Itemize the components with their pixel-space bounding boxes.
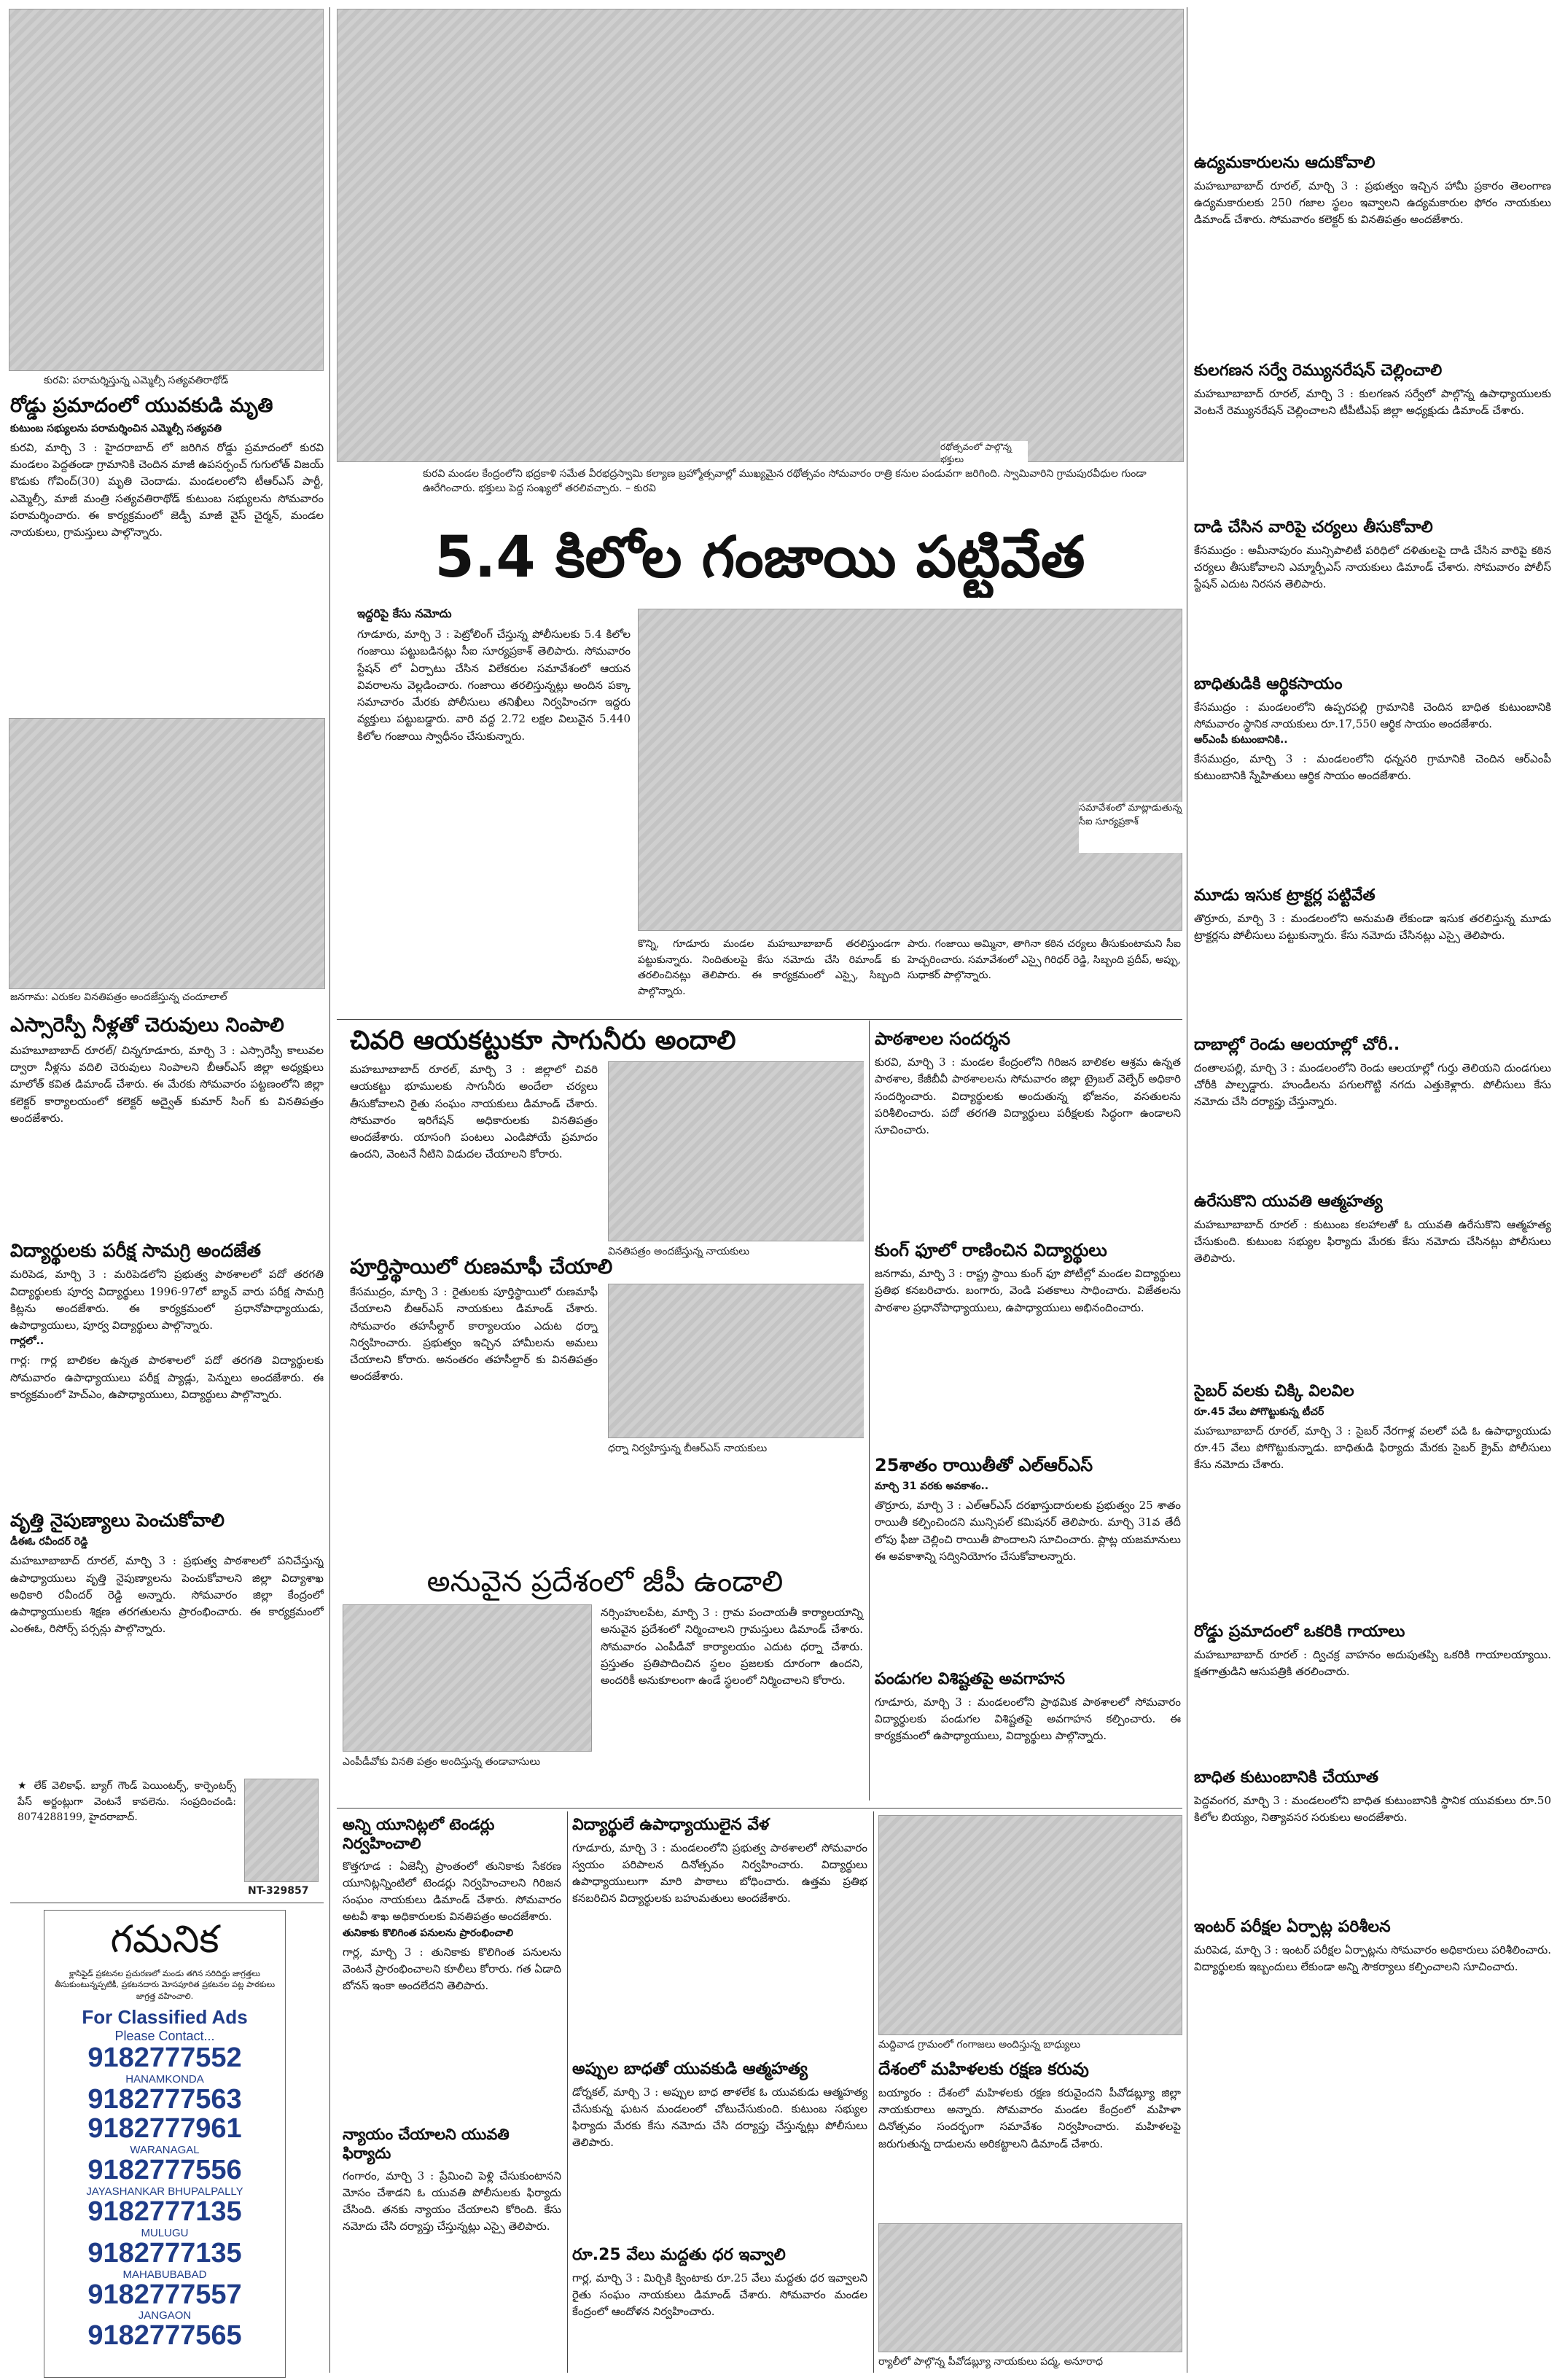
brief-activists <box>1194 153 1551 361</box>
photo-mpdo-petition <box>343 1604 592 1752</box>
classified-head: For Classified Ads <box>82 2006 248 2029</box>
district-label: MAHABUBABAD <box>122 2268 207 2281</box>
article-exam-kits <box>10 1239 324 1502</box>
article-tenders <box>343 1815 561 2121</box>
brief-family-support <box>1194 1768 1551 1913</box>
lead-article <box>357 605 631 1013</box>
district-label: MULUGU <box>141 2226 189 2239</box>
column-rule <box>567 1811 568 2373</box>
article-body: గూడూరు, మార్చి 3 : మండలంలోని ప్రభుత్వ పాఠశాలలో సోమవారం స్వయం పరిపాలన దినోత్సవం నిర్వహించారు. విద్యార్థులు ఉపాధ్యాయులుగా మారి పాఠాలు బోధించారు. ఉత్తమ ప్రతిభ కనబరిచిన విద్యార్థులకు బహుమతులు అందజేశారు. <box>572 1841 867 1905</box>
phone-number: 9182777563 <box>87 2084 242 2115</box>
article-body: మహబూబాబాద్ రూరల్ : కుటుంబ కలహాలతో ఓ యువతి ఉరేసుకొని ఆత్మహత్య చేసుకుంది. కుటుంబ సభ్యుల ఫిర్యాదు మేరకు కేసు నమోదు చేసినట్లు పోలీసులు తెలిపారు. <box>1194 1217 1551 1265</box>
article-title: పూర్తిస్థాయిలో రుణమాఫీ చేయాలి <box>350 1255 613 1279</box>
phone-number: 9182777552 <box>87 2042 242 2074</box>
lead-subhead: ఇద్దరిపై కేసు నమోదు <box>357 606 452 620</box>
article-body: డోర్నకల్, మార్చి 3 : అప్పుల బాధ తాళలేక ఓ యువకుడు ఆత్మహత్య చేసుకున్న ఘటన మండలంలో చోటుచేసుకుంది. కుటుంబ సభ్యుల ఫిర్యాదు మేరకు కేసు నమోదు చేసి దర్యాప్తు చేస్తున్నట్లు పోలీసులు తెలిపారు. <box>572 2085 867 2150</box>
article-title: కుంగ్ ఫూలో రాణించిన విద్యార్థులు <box>875 1240 1107 1260</box>
photo-caption: ఎంపీడీవోకు వినతి పత్రం అందిస్తున్న తండావాసులు <box>343 1756 541 1768</box>
ad-photo <box>244 1779 319 1882</box>
article-title: కులగణన సర్వే రెమ్యునరేషన్ చెల్లించాలి <box>1194 362 1443 380</box>
classified-note: క్లాసిఫైడ్ ప్రకటనల ప్రచురణలో మండు తగిన సరిదిద్దు జాగ్రత్తలు తీసుకుంటున్నప్పటికీ, ప్రకటనదారు మోసపూరిత ప్రకటనల పట్ల పాఠకులు జాగ్రత్త వహించాలి. <box>54 1969 276 2001</box>
article-subtitle: కుటుంబ సభ్యులను పరామర్శించిన ఎమ్మెల్సీ సత్యవతి <box>10 422 222 434</box>
article-body: కురవి, మార్చి 3 : హైదరాబాద్ లో జరిగిన రోడ్డు ప్రమాదంలో కురవి మండలం పెద్దతండా గ్రామానికి చెందిన మాజీ ఉపసర్పంచ్ గుగులోత్ విజయ్ కొడుకు గోవింద్(30) మృతి చెందాడు. మండలంలోని టీఆర్ఎస్ పార్టీ, ఎమ్మెల్సీ, మాజీ మంత్రి సత్యవతిరాథోడ్ కుటుంబ సభ్యులను సోమవారం పరామర్శించారు. ఈ కార్యక్రమంలో జెడ్పీ మాజీ వైస్ చైర్మన్, మండల నాయకులు, గ్రామస్తులు పాల్గొన్నారు. <box>10 440 324 539</box>
phone-number: 9182777135 <box>87 2237 242 2268</box>
classified-sub: Please Contact... <box>114 2029 215 2044</box>
article-body-2: గార్ల: గార్ల బాలికల ఉన్నత పాఠశాలలో పదో తరగతి విద్యార్థులకు సోమవారం ఉపాధ్యాయులు పరీక్ష ప్యాడ్లు, పెన్నులు అందజేశారు. ఈ కార్యక్రమంలో హెచ్ఎం, ఉపాధ్యాయులు, విద్యార్థులు పాల్గొన్నారు. <box>10 1354 324 1401</box>
article-title: దేశంలో మహిళలకు రక్షణ కరువు <box>878 2060 1089 2079</box>
article-body: నర్సింహులపేట, మార్చి 3 : గ్రామ పంచాయతీ కార్యాలయాన్ని అనువైన ప్రదేశంలో నిర్మించాలని గ్రామస్తులు డిమాండ్ చేశారు. సోమవారం ఎంపీడీవో కార్యాలయం ఎదుట ధర్నా చేశారు. ప్రస్తుతం ప్రతిపాదించిన స్థలం ప్రజలకు దూరంగా ఉందని, అందరికీ అనుకూలంగా ఉండే స్థలంలో నిర్మించాలని కోరారు. <box>601 1606 863 1687</box>
column-rule <box>329 7 330 2373</box>
article-body: మరిపెడ, మార్చి 3 : ఇంటర్ పరీక్షల ఏర్పాట్లను సోమవారం అధికారులు పరిశీలించారు. విద్యార్థులకు ఇబ్బందులు లేకుండా అన్ని సౌకర్యాలు కల్పించాలని సూచించారు. <box>1194 1943 1551 1973</box>
ad-code: NT-329857 <box>248 1885 309 1897</box>
classified-box <box>44 1910 286 2378</box>
article-msp-chilli <box>572 2245 867 2373</box>
article-body: తొర్రూరు, మార్చి 3 : మండలంలోని అనుమతి లేకుండా ఇసుక తరలిస్తున్న మూడు ట్రాక్టర్లను పోలీసులు పట్టుకున్నారు. కేసు నమోదు చేసినట్లు ఎస్సై తెలిపారు. <box>1194 911 1551 942</box>
brief-temple-theft <box>1194 1035 1551 1192</box>
article-body: కురవి, మార్చి 3 : మండల కేంద్రంలోని గిరిజన బాలికల ఆశ్రమ ఉన్నత పాఠశాల, కేజీబీవీ పాఠశాలలను సోమవారం జిల్లా ట్రైబల్ వెల్ఫేర్ అధికారి సందర్శించారు. విద్యార్థులకు అందుతున్న భోజనం, వసతులను పరిశీలించారు. పదో తరగతి విద్యార్థులు పరీక్షలకు సిద్ధంగా ఉండాలని సూచించారు. <box>875 1056 1181 1136</box>
classified-title: గమనిక <box>110 1918 219 1962</box>
article-title: రోడ్డు ప్రమాదంలో ఒకరికి గాయాలు <box>1194 1623 1405 1641</box>
photo-pow-rally <box>878 2223 1182 2352</box>
article-body: జనగామ, మార్చి 3 : రాష్ట్ర స్థాయి కుంగ్ ఫూ పోటీల్లో మండల విద్యార్థులు ప్రతిభ కనబరిచారు. బంగారు, వెండి పతకాలు సాధించారు. విజేతలను పాఠశాల ప్రధానోపాధ్యాయులు, ఉపాధ్యాయులు అభినందించారు. <box>875 1267 1181 1314</box>
article-body: దంతాలపల్లి, మార్చి 3 : మండలంలోని రెండు ఆలయాల్లో గుర్తు తెలియని దుండగులు చోరీకి పాల్పడ్డారు. హుండీలను పగులగొట్టి నగదు ఎత్తుకెళ్లారు. పోలీసులు కేసు నమోదు చేసి దర్యాప్తు చేస్తున్నారు. <box>1194 1061 1551 1108</box>
article-title: చివరి ఆయకట్టుకూ సాగునీరు అందాలి <box>350 1026 736 1056</box>
brief-attack-action <box>1194 518 1551 674</box>
brief-sand-tractors <box>1194 886 1551 1035</box>
article-title: అనువైన ప్రదేశంలో జీపీ ఉండాలి <box>426 1565 784 1599</box>
article-body: గూడూరు, మార్చి 3 : మండలంలోని ప్రాథమిక పాఠశాలలో సోమవారం విద్యార్థులకు పండుగల విశిష్టతపై అవగాహన కల్పించారు. ఈ కార్యక్రమంలో ఉపాధ్యాయులు, విద్యార్థులు పాల్గొన్నారు. <box>875 1695 1181 1742</box>
lead-article-cont <box>638 937 900 1017</box>
article-festivals <box>875 1669 1181 1815</box>
article-road-accident <box>10 394 324 714</box>
article-kungfu <box>875 1239 1181 1451</box>
photo-caption: జనగామ: ఎరుకల వినతిపత్రం అందజేస్తున్న చందూలాల్ <box>10 991 227 1003</box>
article-body: గార్ల, మార్చి 3 : మిర్చికి క్వింటాకు రూ.25 వేలు మద్దతు ధర ఇవ్వాలని రైతు సంఘం నాయకులు డిమాండ్ చేశారు. సోమవారం మండల కేంద్రంలో ఆందోళన నిర్వహించారు. <box>572 2271 867 2318</box>
article-loan-waiver <box>350 1254 864 1560</box>
lead-headline: 5.4 కిలోల గంజాయి పట్టివేత <box>434 525 1085 590</box>
article-body: తొర్రూరు, మార్చి 3 : ఎల్ఆర్ఎస్ దరఖాస్తుదారులకు ప్రభుత్వం 25 శాతం రాయితీ కల్పించిందని మున్సిపల్ కమిషనర్ తెలిపారు. మార్చి 31వ తేదీ లోపు ఫీజు చెల్లించి రాయితీ పొందాలని సూచించారు. ప్లాట్ల యజమానులు ఈ అవకాశాన్ని సద్వినియోగం చేసుకోవాలన్నారు. <box>875 1499 1181 1563</box>
article-debt-suicide <box>572 2059 867 2242</box>
photo-chariot-festival <box>337 9 1184 462</box>
district-label: JANGAON <box>138 2309 192 2322</box>
district-label: JAYASHANKAR BHUPALPALLY <box>86 2185 243 2198</box>
article-title: రోడ్డు ప్రమాదంలో యువకుడి మృతి <box>10 394 273 417</box>
photo-caption: సమావేశంలో మాట్లాడుతున్న సీఐ సూర్యప్రకాశ్ <box>1079 802 1188 853</box>
article-title: సైబర్ వలకు చిక్కి విలవిల <box>1194 1382 1354 1400</box>
column-rule <box>869 1021 870 1800</box>
article-body: మహబూబాబాద్ రూరల్, మార్చి 3 : సైబర్ నేరగాళ్ల వలలో పడి ఓ ఉపాధ్యాయుడు రూ.45 వేలు పోగొట్టుకున్నాడు. బాధితుడి ఫిర్యాదు మేరకు సైబర్ క్రైమ్ పోలీసులు కేసు నమోదు చేశారు. <box>1194 1424 1551 1471</box>
article-body: మహబూబాబాద్ రూరల్/ చిన్నగూడూరు, మార్చి 3 : ఎస్సారెస్పీ కాలువల ద్వారా నీళ్లను వదిలి చెరువులు నింపాలని బీఆర్ఎస్ జిల్లా అధ్యక్షులు మాలోత్ కవిత డిమాండ్ చేశారు. ఈ మేరకు సోమవారం పట్టణంలోని జిల్లా కలెక్టర్ కార్యాలయంలో కలెక్టర్ అద్వైత్ కుమార్ సింగ్ కు వినతిపత్రం అందజేశారు. <box>10 1043 324 1125</box>
article-body: మహబూబాబాద్ రూరల్, మార్చి 3 : జిల్లాలో చివరి ఆయకట్టు భూములకు సాగునీరు అందేలా చర్యలు తీసుకోవాలని రైతు సంఘం నాయకులు డిమాండ్ చేశారు. సోమవారం ఇరిగేషన్ అధికారులకు వినతిపత్రం అందజేశారు. యాసంగి పంటలు ఎండిపోయే ప్రమాదం ఉందని, వెంటనే నీటిని విడుదల చేయాలని కోరారు. <box>350 1063 598 1161</box>
article-title: ఉద్యమకారులను ఆదుకోవాలి <box>1194 154 1375 172</box>
photo-caption: ధర్నా నిర్వహిస్తున్న బీఆర్ఎస్ నాయకులు <box>608 1443 768 1454</box>
photo-brs-dharna <box>608 1284 864 1438</box>
article-body: కేసముద్రం : అమీనాపురం మున్సిపాలిటీ పరిధిలో దళితులపై దాడి చేసిన వారిపై కఠిన చర్యలు తీసుకోవాలని ఎమ్మార్పీఎస్ నాయకులు డిమాండ్ చేశారు. సోమవారం పోలీస్ స్టేషన్ ఎదుట నిరసన తెలిపారు. <box>1194 543 1551 590</box>
photo-ex-mlc-visit <box>9 9 324 371</box>
phone-number: 9182777135 <box>87 2196 242 2227</box>
article-school-visit <box>875 1028 1181 1239</box>
article-title: విద్యార్థులే ఉపాధ్యాయులైన వేళ <box>572 1816 770 1834</box>
article-title: 25శాతం రాయితీతో ఎల్ఆర్ఎస్ <box>875 1455 1093 1475</box>
article-justice-complaint <box>343 2125 561 2373</box>
article-title: అన్ని యూనిట్లలో టెండర్లు నిర్వహించాలి <box>343 1816 495 1853</box>
article-title: విద్యార్థులకు పరీక్ష సామగ్రి అందజేత <box>10 1240 261 1261</box>
article-body: కొత్తగూడ : ఏజెన్సీ ప్రాంతంలో తునికాకు సేకరణ యూనిట్లన్నింటిలో టెండర్లు నిర్వహించాలని గిరిజన సంఘం నాయకులు డిమాండ్ చేశారు. సోమవారం అటవీ శాఖ అధికారులకు వినతిపత్రం అందజేశారు. <box>343 1859 561 1924</box>
article-subtitle: రూ.45 వేలు పోగొట్టుకున్న టీచర్ <box>1194 1405 1324 1418</box>
photo-caption: ర్యాలీలో పాల్గొన్న పీవోడబ్ల్యూ నాయకులు పద్మ, అనూరాధ <box>878 2356 1103 2368</box>
phone-number: 9182777961 <box>87 2112 242 2144</box>
article-body-2: గార్ల, మార్చి 3 : తునికాకు కొలిగింత పనులను వెంటనే ప్రారంభించాలని కూలీలు కోరారు. గత ఏడాది బోనస్ ఇంకా అందలేదని తెలిపారు. <box>343 1945 561 1992</box>
article-subtitle: మార్చి 31 వరకు అవకాశం.. <box>875 1480 989 1492</box>
lead-body: గూడూరు, మార్చి 3 : పెట్రోలింగ్ చేస్తున్న పోలీసులకు 5.4 కిలోల గంజాయి పట్టుబడినట్లు సీఐ సూర్యప్రకాశ్ తెలిపారు. సోమవారం స్టేషన్ లో ఏర్పాటు చేసిన విలేకరుల సమావేశంలో ఆయన వివరాలను వెల్లడించారు. గంజాయి తరలిస్తున్నట్లు అందిన పక్కా సమాచారం మేరకు పోలీసులు తనిఖీలు నిర్వహించగా ఇద్దరు వ్యక్తులు పట్టుబడ్డారు. వారి వద్ద 2.72 లక్షల విలువైన 5.440 కిలోల గంజాయి స్వాధీనం చేసుకున్నారు. <box>357 628 631 743</box>
article-lrs-rebate <box>875 1454 1181 1666</box>
district-label: WARANAGAL <box>130 2143 200 2156</box>
article-title: ఉరేసుకొని యువతి ఆత్మహత్య <box>1194 1193 1383 1211</box>
classified-ad-text <box>17 1779 236 1888</box>
divider <box>337 1019 1182 1020</box>
article-title: రూ.25 వేలు మద్దతు ధర ఇవ్వాలి <box>572 2246 786 2264</box>
article-srsp-water <box>10 1013 324 1232</box>
article-subhead: ఆర్ఎంపీ కుటుంబానికి.. <box>1194 734 1288 746</box>
brief-financial-aid <box>1194 674 1551 886</box>
photo-caption: కురవి: పరామర్శిస్తున్న ఎమ్మెల్సీ సత్యవతిరాథోడ్ <box>44 375 229 386</box>
brief-suicide <box>1194 1192 1551 1381</box>
article-title: పండుగల విశిష్టతపై అవగాహన <box>875 1670 1065 1688</box>
article-subhead: గార్లలో.. <box>10 1335 44 1348</box>
article-title: ఇంటర్ పరీక్షల ఏర్పాట్ల పరిశీలన <box>1194 1918 1391 1936</box>
phone-number: 9182777556 <box>87 2154 242 2185</box>
divider <box>337 1808 1182 1809</box>
article-body: మహబూబాబాద్ రూరల్, మార్చి 3 : కులగణన సర్వేలో పాల్గొన్న ఉపాధ్యాయులకు వెంటనే రెమ్యునరేషన్ చెల్లించాలని టీపీటీఎఫ్ జిల్లా అధ్యక్షుడు డిమాండ్ చేశారు. <box>1194 386 1551 417</box>
brief-caste-survey <box>1194 361 1551 518</box>
article-body: మహబూబాబాద్ రూరల్, మార్చి 3 : ప్రభుత్వ పాఠశాలలో పనిచేస్తున్న ఉపాధ్యాయులు వృత్తి నైపుణ్యాలను పెంచుకోవాలని జిల్లా విద్యాశాఖ అధికారి రవీందర్ రెడ్డి అన్నారు. సోమవారం జిల్లా కేంద్రంలో ఉపాధ్యాయులకు శిక్షణ తరగతులను ప్రారంభించారు. ఈ కార్యక్రమంలో ఎంఈఓ, రిసోర్స్ పర్సన్లు పాల్గొన్నారు. <box>10 1554 324 1636</box>
article-student-teachers <box>572 1815 867 2056</box>
photo-label: రథోత్సవంలో పాల్గొన్న భక్తులు <box>940 441 1028 470</box>
photo-caption: మద్దివాడ గ్రామంలో గంగాజలు అందిస్తున్న బాధ్యులు <box>878 2039 1081 2051</box>
article-body: బయ్యారం : దేశంలో మహిళలకు రక్షణ కరువైందని పీవోడబ్ల్యూ జిల్లా నాయకురాలు అన్నారు. సోమవారం మండల కేంద్రంలో మహిళా దినోత్సవం సందర్భంగా సమావేశం నిర్వహించారు. మహిళలపై జరుగుతున్న దాడులను అరికట్టాలని డిమాండ్ చేశారు. <box>878 2086 1181 2150</box>
article-title: దాబాల్లో రెండు ఆలయాల్లో చోరీ.. <box>1194 1036 1400 1054</box>
photo-janagama-petition <box>9 718 325 989</box>
article-vocational-skills <box>10 1509 324 1757</box>
ad-body: ★ లేక్ వెలికాఫ్. బ్యాగ్ గౌండ్ పెయింటర్స్, కార్పెంటర్స్ పేస్ అర్జంట్లుగా వెంటనే కావలెను. సంప్రదించండి: 8074288199, హైదరాబాద్. <box>17 1780 236 1824</box>
article-body: మహబూబాబాద్ రూరల్ : ద్విచక్ర వాహనం అదుపుతప్పి ఒకరికి గాయాలయ్యాయి. క్షతగాత్రుడిని ఆసుపత్రికి తరలించారు. <box>1194 1647 1551 1678</box>
photo-ganga-water <box>878 1815 1182 2035</box>
article-body: కేసముద్రం : మండలంలోని ఉప్పరపల్లి గ్రామానికి చెందిన బాధిత కుటుంబానికి సోమవారం స్థానిక నాయకులు రూ.17,550 ఆర్థిక సాయం అందజేశారు. <box>1194 700 1551 730</box>
article-title: బాధితుడికి ఆర్థికసాయం <box>1194 675 1343 693</box>
festival-caption: కురవి మండల కేంద్రంలోని భద్రకాళి సమేత వీరభద్రస్వామి కల్యాణ బ్రహ్మోత్సవాల్లో ముఖ్యమైన రథోత్సవం సోమవారం రాత్రి కనుల పండువగా జరిగింది. స్వామివారిని గ్రామపురవీధుల గుండా ఊరేగించారు. భక్తులు పెద్ద సంఖ్యలో తరలివచ్చారు. – కురవి <box>423 468 1147 495</box>
article-body-2: కేసముద్రం, మార్చి 3 : మండలంలోని ధన్నసరి గ్రామానికి చెందిన ఆర్ఎంపీ కుటుంబానికి స్నేహితులు ఆర్థిక సాయం అందజేశారు. <box>1194 752 1551 783</box>
article-body: పెద్దవంగర, మార్చి 3 : మండలంలోని బాధిత కుటుంబానికి స్థానిక యువకులు రూ.50 కిలోల బియ్యం, నిత్యావసర సరుకులు అందజేశారు. <box>1194 1793 1551 1824</box>
article-body: కేసముద్రం, మార్చి 3 : రైతులకు పూర్తిస్థాయిలో రుణమాఫీ చేయాలని బీఆర్ఎస్ నాయకులు డిమాండ్ చేశారు. సోమవారం తహసీల్దార్ కార్యాలయం ఎదుట ధర్నా నిర్వహించారు. ప్రభుత్వం ఇచ్చిన హామీలను అమలు చేయాలని కోరారు. అనంతరం తహసీల్దార్ కు వినతిపత్రం అందజేశారు. <box>350 1285 598 1384</box>
article-title: న్యాయం చేయాలని యువతి ఫిర్యాదు <box>343 2126 510 2163</box>
article-gp-location <box>343 1564 867 1804</box>
article-title: దాడి చేసిన వారిపై చర్యలు తీసుకోవాలి <box>1194 518 1433 537</box>
article-body: మహబూబాబాద్ రూరల్, మార్చి 3 : ప్రభుత్వం ఇచ్చిన హామీ ప్రకారం తెలంగాణ ఉద్యమకారులకు 250 గజాల స్థలం ఇవ్వాలని ఉద్యమకారుల ఫోరం నాయకులు డిమాండ్ చేశారు. సోమవారం కలెక్టర్ కు వినతిపత్రం అందజేశారు. <box>1194 179 1551 226</box>
brief-cyber-fraud <box>1194 1381 1551 1622</box>
article-title: మూడు ఇసుక ట్రాక్టర్ల పట్టివేత <box>1194 886 1375 905</box>
article-body: గంగారం, మార్చి 3 : ప్రేమించి పెళ్లి చేసుకుంటానని మోసం చేశాడని ఓ యువతి పోలీసులకు ఫిర్యాదు చేసింది. తనకు న్యాయం చేయాలని కోరింది. కేసు నమోదు చేసి దర్యాప్తు చేస్తున్నట్లు ఎస్సై తెలిపారు. <box>343 2169 561 2233</box>
brief-road-injury <box>1194 1622 1551 1768</box>
article-subhead: తునికాకు కొలిగింత పనులను ప్రారంభించాలి <box>343 1927 513 1939</box>
lead-body-2: కొన్ని, గూడూరు మండల మహబూబాబాద్ తరలిస్తుండగా పట్టుకున్నారు. నిందితులపై కేసు నమోదు చేసి రిమాండ్ కు తరలించినట్లు తెలిపారు. ఈ కార్యక్రమంలో ఎస్సై, సిబ్బంది పాల్గొన్నారు. <box>638 938 900 998</box>
district-label: HANAMKONDA <box>125 2073 204 2086</box>
lead-article-cont <box>908 937 1181 1017</box>
article-title: వృత్తి నైపుణ్యాలు పెంచుకోవాలి <box>10 1510 225 1531</box>
article-title: ఎస్సారెస్పీ నీళ్లతో చెరువులు నింపాలి <box>10 1014 284 1037</box>
article-body: మరిపెడ, మార్చి 3 : మరిపెడలోని ప్రభుత్వ పాఠశాలలో పదో తరగతి విద్యార్థులకు పూర్వ విద్యార్థులు 1996-97లో బ్యాచ్ వారు పరీక్ష సామగ్రి కిట్లను అందజేశారు. ఈ కార్యక్రమంలో ప్రధానోపాధ్యాయుడు, ఉపాధ్యాయులు, పూర్వ విద్యార్థులు పాల్గొన్నారు. <box>10 1268 324 1332</box>
photo-ayacut-petition <box>608 1061 864 1241</box>
photo-caption: వినతిపత్రం అందజేస్తున్న నాయకులు <box>608 1246 750 1257</box>
phone-number: 9182777565 <box>87 2320 242 2352</box>
article-title: అప్పుల బాధతో యువకుడి ఆత్మహత్య <box>572 2060 808 2078</box>
article-women-safety <box>878 2059 1181 2220</box>
column-rule <box>873 1811 874 2373</box>
article-title: బాధిత కుటుంబానికి చేయూత <box>1194 1768 1379 1787</box>
lead-body-3: పారు. గంజాయి అమ్మినా, తాగినా కఠిన చర్యలు తీసుకుంటామని సీఐ హెచ్చరించారు. సమావేశంలో ఎస్సై గిరిధర్ రెడ్డి, సిబ్బంది ప్రదీప్, అప్పు, సుధాకర్ పాల్గొన్నారు. <box>908 938 1181 982</box>
phone-number: 9182777557 <box>87 2279 242 2310</box>
article-title: పాఠశాలల సందర్శన <box>875 1029 1010 1049</box>
photo-seized-ganja <box>638 609 1182 931</box>
brief-inter-exams <box>1194 1917 1551 2063</box>
article-subtitle: డీఈఓ రవీందర్ రెడ్డి <box>10 1536 88 1548</box>
